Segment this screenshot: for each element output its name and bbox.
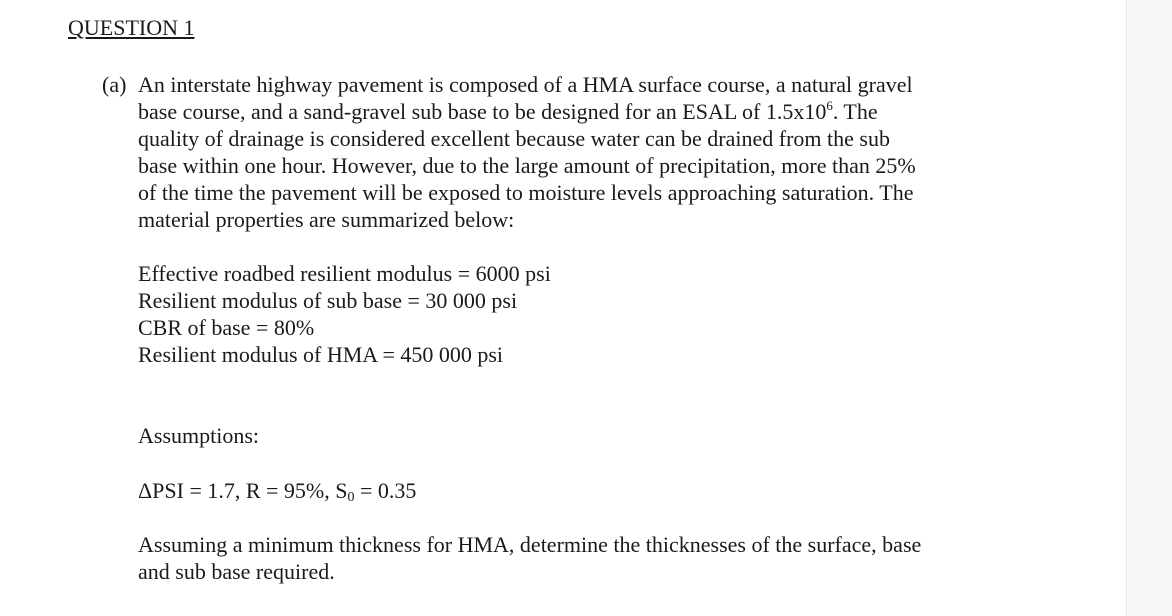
task-line-2: and sub base required. bbox=[138, 559, 335, 584]
paragraph-line-2-tail: . The bbox=[832, 99, 878, 124]
paragraph-line-2 bbox=[138, 98, 878, 125]
property-subbase-modulus: Resilient modulus of sub base = 30 000 psi bbox=[138, 288, 518, 313]
task-line-1: Assuming a minimum thickness for HMA, determine the thicknesses of the surface, base bbox=[138, 532, 922, 557]
property-roadbed-modulus: Effective roadbed resilient modulus = 6000 psi bbox=[138, 261, 551, 286]
paragraph-line-3: quality of drainage is considered excellent because water can be drained from the sub bbox=[138, 126, 890, 151]
paragraph-line-5: of the time the pavement will be exposed to moisture levels approaching saturation. The bbox=[138, 180, 914, 205]
esal-exponent: 6 bbox=[826, 98, 833, 113]
assumptions-title: Assumptions: bbox=[138, 423, 260, 448]
paragraph-line-4: base within one hour. However, due to the large amount of precipitation, more than 25% bbox=[138, 153, 916, 178]
s0-subscript: 0 bbox=[347, 490, 355, 505]
paragraph-line-1: An interstate highway pavement is composed of a HMA surface course, a natural gravel bbox=[138, 72, 913, 97]
paragraph-line-6: material properties are summarized below: bbox=[138, 207, 515, 232]
question-heading: QUESTION 1 bbox=[68, 15, 195, 40]
property-base-cbr: CBR of base = 80% bbox=[138, 315, 315, 340]
paragraph-line-2-text: base course, and a sand-gravel sub base to be designed for an ESAL of 1.5x10 bbox=[138, 99, 827, 124]
property-hma-modulus: Resilient modulus of HMA = 450 000 psi bbox=[138, 342, 504, 367]
assumptions-part-1: ΔPSI = 1.7, R = 95%, S bbox=[138, 478, 348, 503]
assumptions-part-2: = 0.35 bbox=[354, 478, 417, 503]
scrollbar-gutter[interactable] bbox=[1126, 0, 1172, 616]
part-label: (a) bbox=[102, 72, 127, 97]
assumptions-values bbox=[138, 477, 416, 504]
